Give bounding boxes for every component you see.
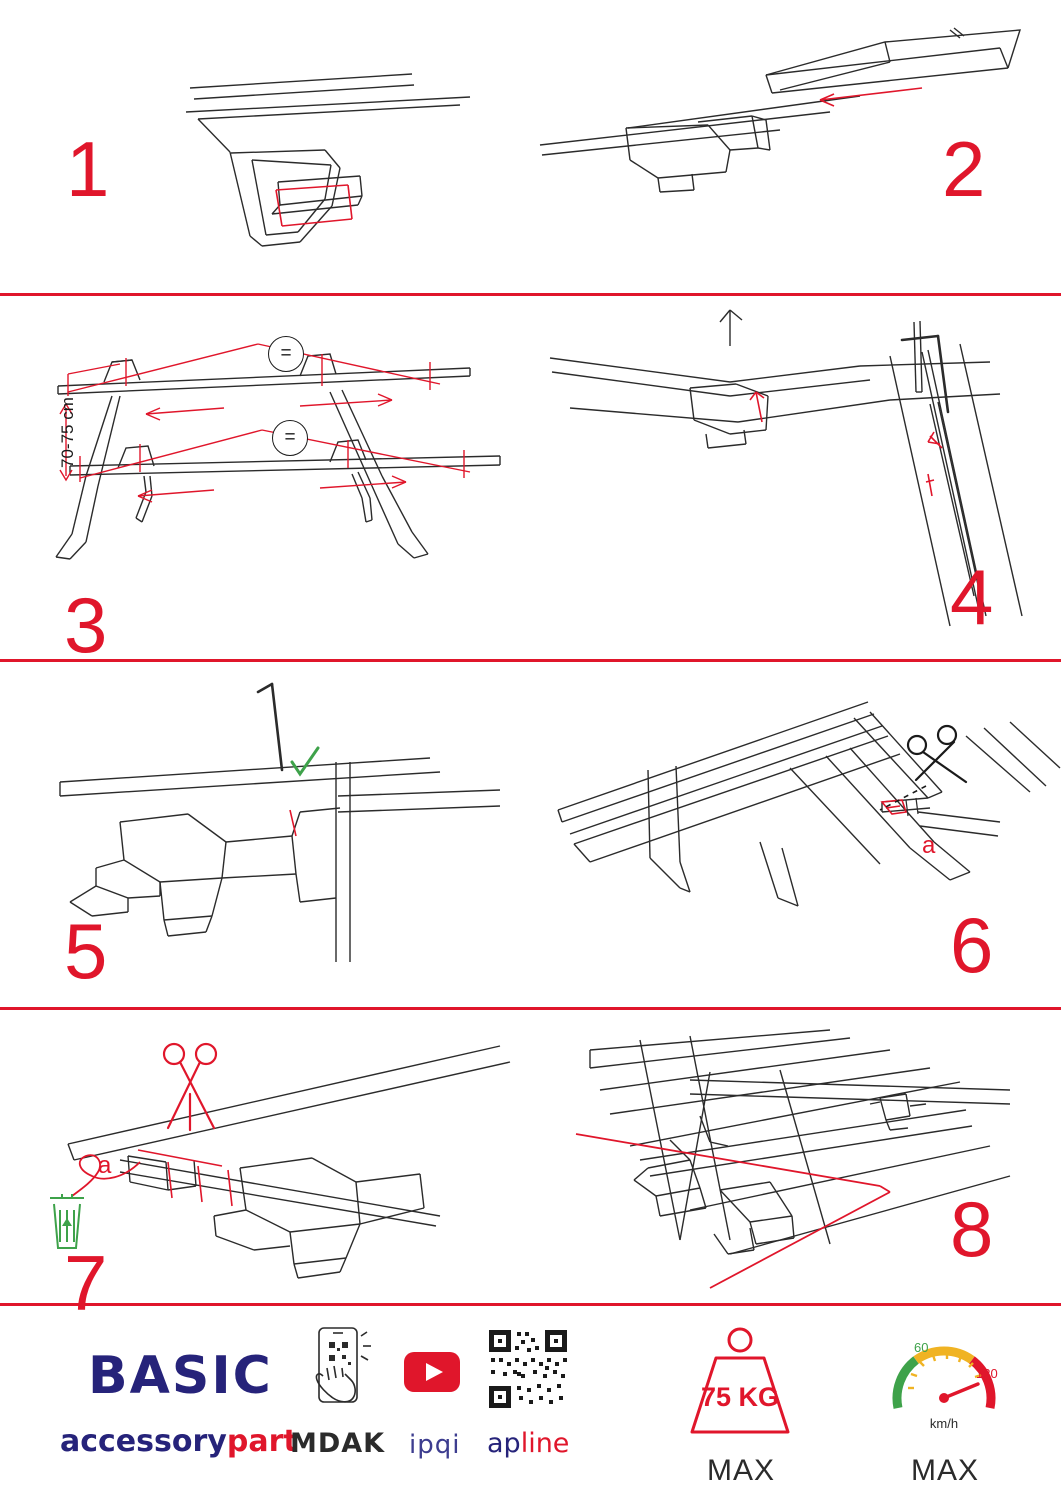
step-number-3: 3 (64, 581, 108, 669)
gauge-unit: km/h (929, 1416, 959, 1431)
apline-label (487, 1428, 569, 1459)
apline-label-accent: line (520, 1428, 570, 1459)
step-number-2: 2 (942, 125, 986, 213)
weight-icon (676, 1324, 804, 1446)
step-number-6: 6 (950, 901, 994, 989)
speedometer-icon (880, 1324, 1008, 1446)
cut-marker-a-step6: a (922, 832, 936, 859)
mdak-label: MDAK (290, 1428, 386, 1459)
step-panel-6 (530, 662, 1061, 1007)
phone-qr-scan-icon (305, 1324, 381, 1416)
qr-code-icon (487, 1328, 569, 1410)
step-panel-5 (0, 662, 530, 1007)
brand-name-main: accessory (60, 1424, 227, 1459)
step-panel-8 (530, 1010, 1061, 1303)
step-panel-3 (0, 296, 530, 669)
max-speed-caption: MAX (911, 1454, 980, 1487)
apline-label-main: ap (487, 1428, 521, 1459)
brand-name (60, 1424, 298, 1459)
brand-title: BASIC (88, 1346, 273, 1406)
step-panel-4 (530, 296, 1061, 659)
gauge-tick-60: 60 (914, 1340, 929, 1355)
distance-label: 70-75 cm (58, 397, 77, 468)
weight-value: 75 KG (700, 1382, 780, 1412)
max-load-caption: MAX (707, 1454, 776, 1487)
equal-badge-bottom: = (272, 420, 308, 456)
step-number-4: 4 (950, 553, 994, 641)
step-panel-7 (0, 1010, 530, 1327)
step-number-7: 7 (64, 1239, 108, 1327)
youtube-icon[interactable] (404, 1352, 460, 1392)
brand-name-accent: part (226, 1424, 298, 1459)
equal-badge-top: = (268, 336, 304, 372)
step-panel-2 (530, 0, 1061, 293)
ipqi-label: ipqi (409, 1430, 461, 1460)
gauge-tick-120: 120 (976, 1366, 998, 1381)
step-number-5: 5 (64, 907, 108, 995)
cut-marker-a-step7: a (98, 1152, 112, 1179)
step-panel-1 (0, 0, 530, 293)
step-number-1: 1 (66, 125, 110, 213)
step-number-8: 8 (950, 1185, 994, 1273)
footer (0, 1306, 1061, 1500)
